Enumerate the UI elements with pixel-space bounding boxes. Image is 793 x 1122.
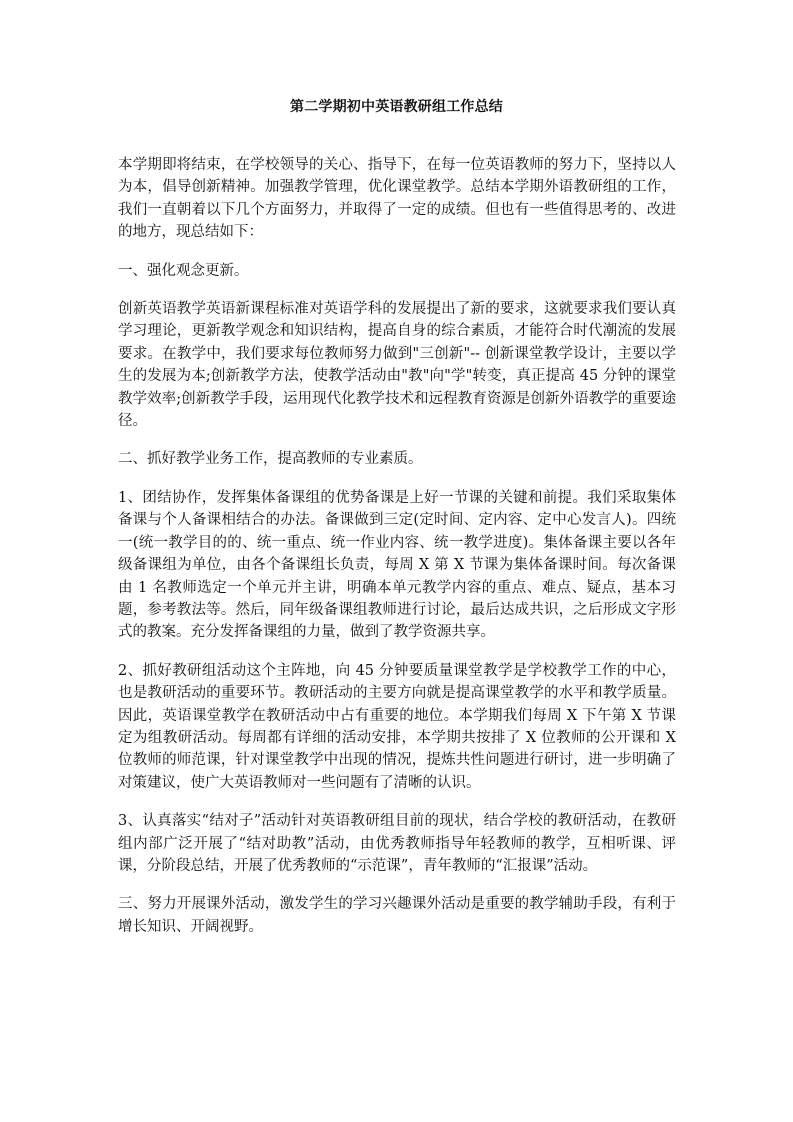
section-2-item-2: 2、抓好教研组活动这个主阵地，向 45 分钟要质量课堂教学是学校教学工作的中心，也是教研活动的重要环节。教研活动的主要方向就是提高课堂教学的水平和教学质量。因此，英语课堂教学在教研活动中占有重要的地位。本学期我们每周 X 下午第 X 节课定为组教研活动。每周都有详细的活动安排，本学期共按排了 X 位教师的公开课和 X 位教师的师范课，针对课堂教学中出现的情况，提炼共性问题进行研讨，进一步明确了对策建议，使广大英语教师对一些问题有了清晰的认识。 bbox=[118, 662, 676, 791]
section-2-item-1: 1、团结协作，发挥集体备课组的优势备课是上好一节课的关键和前提。我们采取集体备课与个人备课相结合的办法。备课做到三定(定时间、定内容、定中心发言人)。四统一(统一教学目的的、统一重点、统一作业内容、统一教学进度)。集体备课主要以各年级备课组为单位，由各个备课组长负责，每周 X 第 X 节课为集体备课时间。每次备课由 1 名教师选定一个单元并主讲，明确本单元教学内容的重点、难点、疑点，基本习题，参考教法等。然后，同年级备课组教师进行讨论，最后达成共识，之后形成文字形式的教案。充分发挥备课组的力量，做到了教学资源共享。 bbox=[118, 489, 676, 641]
document-title: 第二学期初中英语教研组工作总结 bbox=[290, 99, 503, 115]
intro-paragraph: 本学期即将结束，在学校领导的关心、指导下，在每一位英语教师的努力下，坚持以人为本，倡导创新精神。加强教学管理，优化课堂教学。总结本学期外语教研组的工作，我们一直朝着以下几个方面努力，并取得了一定的成绩。但也有一些值得思考的、改进的地方，现总结如下： bbox=[118, 157, 676, 241]
section-heading-3-paragraph: 三、努力开展课外活动，激发学生的学习兴趣课外活动是重要的教学辅助手段，有利于增长知识、开阔视野。 bbox=[118, 896, 676, 935]
section-2-item-3: 3、认真落实“结对子”活动针对英语教研组目前的现状，结合学校的教研活动，在教研组内部广泛开展了“结对助教”活动，由优秀教师指导年轻教师的教学，互相听课、评课，分阶段总结，开展了优秀教师的“示范课”，青年教师的“汇报课”活动。 bbox=[118, 813, 676, 874]
document-body bbox=[118, 154, 676, 954]
section-1-paragraph: 创新英语教学英语新课程标准对英语学科的发展提出了新的要求，这就要求我们要认真学习理论，更新教学观念和知识结构，提高自身的综合素质，才能符合时代潮流的发展要求。在教学中，我们要求每位教师努力做到"三创新"-- 创新课堂教学设计，主要以学生的发展为本;创新教学方法，使教学活动由"教"向"学"转变，真正提高 45 分钟的课堂教学效率;创新教学手段，运用现代化教学技术和远程教育资源是创新外语教学的重要途径。 bbox=[118, 301, 676, 430]
section-heading-1: 一、强化观念更新。 bbox=[118, 262, 249, 279]
section-heading-2: 二、抓好教学业务工作，提高教师的专业素质。 bbox=[118, 451, 423, 468]
